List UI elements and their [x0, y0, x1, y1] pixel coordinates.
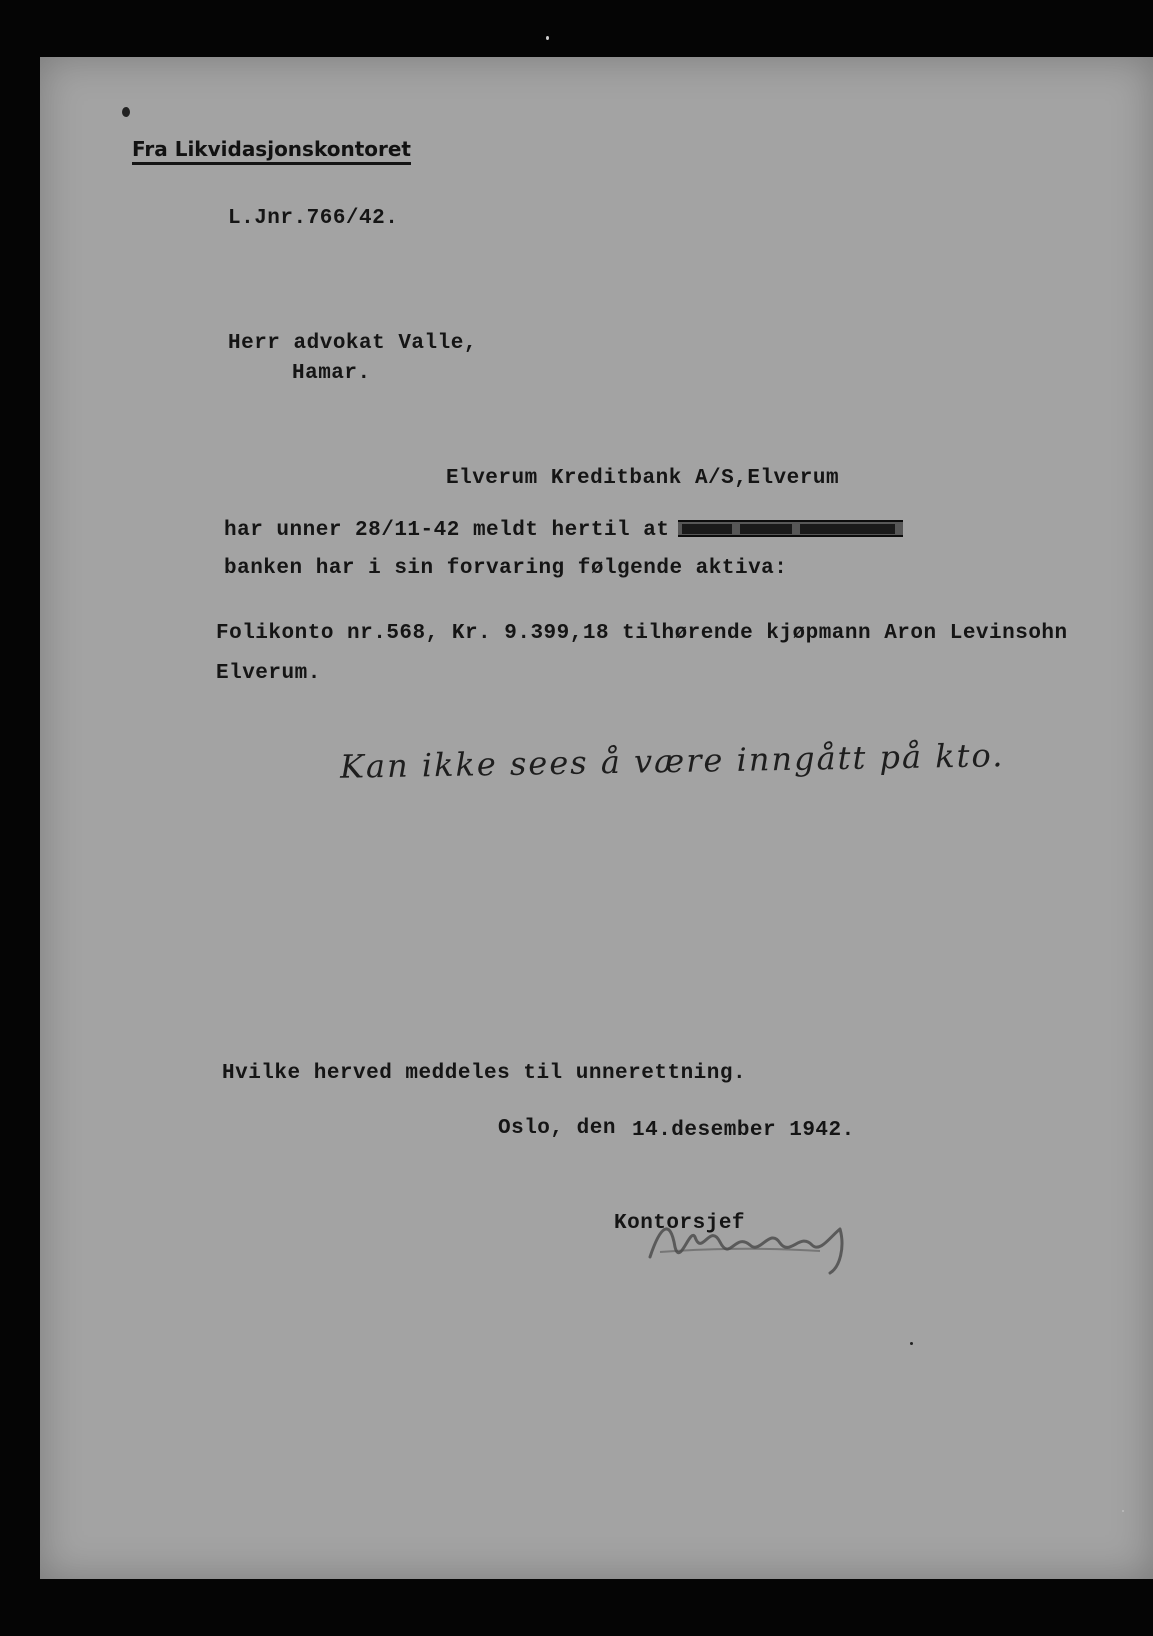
scan-speck	[546, 36, 549, 40]
place: Oslo, den	[498, 1117, 616, 1140]
scan-speck	[1122, 1510, 1124, 1512]
body-line-2: banken har i sin forvaring følgende aktiva:	[224, 557, 788, 580]
signer-title: Kontorsjef	[614, 1212, 746, 1235]
letterhead-stamp: Fra Likvidasjonskontoret	[132, 137, 411, 165]
date: 14.desember 1942.	[632, 1119, 855, 1142]
ink-speck	[122, 107, 130, 117]
struck-out-text	[678, 517, 903, 541]
bank-line: Elverum Kreditbank A/S,Elverum	[446, 467, 840, 490]
handwritten-note: Kan ikke sees å være inngått på kto.	[339, 736, 1005, 786]
journal-number: L.Jnr.766/42.	[228, 207, 399, 230]
document-page	[40, 57, 1153, 1579]
body-line-1: har unner 28/11-42 meldt hertil at	[224, 519, 670, 542]
body-line-4: Elverum.	[216, 662, 321, 685]
body-line-3: Folikonto nr.568, Kr. 9.399,18 tilhørende kjøpmann Aron Levinsohn	[216, 622, 1068, 645]
addressee-city: Hamar.	[292, 362, 371, 385]
ink-speck	[910, 1342, 913, 1345]
addressee-name: Herr advokat Valle,	[228, 332, 477, 355]
closing-line: Hvilke herved meddeles til unnerettning.	[222, 1062, 747, 1085]
